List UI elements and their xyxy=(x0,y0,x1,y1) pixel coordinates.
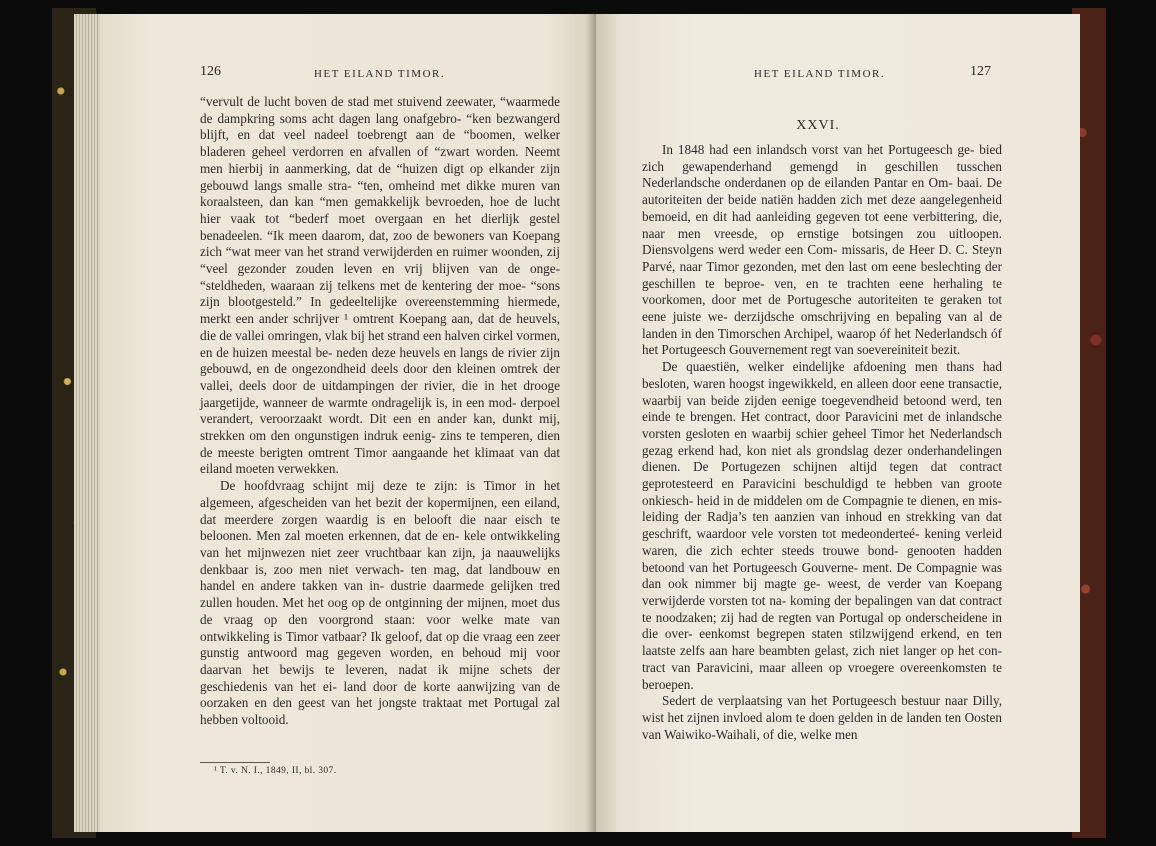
running-head xyxy=(74,68,596,88)
paragraph: Sedert de verplaatsing van het Portugeesch bestuur naar Dilly, wist het zijnen invloed alom te doen gelden in de landen ten Oosten van Waiwiko-Waihali, of die, welke men xyxy=(642,693,1002,742)
page-number: 126 xyxy=(200,64,221,79)
running-head xyxy=(596,68,1080,88)
running-head-title: HET EILAND TIMOR. xyxy=(314,68,446,80)
left-page xyxy=(74,14,596,832)
running-head-title: HET EILAND TIMOR. xyxy=(754,68,886,80)
paragraph: In 1848 had een inlandsch vorst van het Portugeesch ge- bied zich gewapenderhand gemengd in geschillen tusschen Nederlandsche onderdanen op de eilanden Pantar en Om- baai. De autoriteiten der beide natiën hadden zich met deze aangelegenheid bemoeid, en dit had aanleiding gegeven tot eene verbittering, die, naar men vreesde, op ernstige botsingen zou uitloopen. Diensvolgens werd weder een Com- missaris, de Heer D. C. Steyn Parvé, naar Timor gezonden, met den last om eene beslechting der geschillen te beproe- ven, en te trachten eene herhaling te voorkomen, door met de Portugesche autoriteiten te geraken tot eene juiste we- derzijdsche omschrijving en bepaling van al de landen in den Timorschen Archipel, waarop óf het Nederlandsch óf het Portugeesch Gouvernement regt van soevereiniteit bezit. xyxy=(642,142,1002,358)
chapter-heading: XXVI. xyxy=(796,118,840,133)
footnote-rule xyxy=(200,762,270,763)
footnote: ¹ T. v. N. I., 1849, II, bl. 307. xyxy=(214,766,337,776)
page-number: 127 xyxy=(970,64,991,79)
body-text xyxy=(200,94,560,729)
body-text xyxy=(642,142,1002,743)
paragraph: De quaestiën, welker eindelijke afdoening men thans had besloten, waren hoogst ingewikkeld, en alleen door eene transactie, waarbij van beide zijden eenige toegevendheid betoond werd, ten einde te brengen. Het contract, door Paravicini met de inlandsche vorsten gesloten en waarbij schier geheel Timor het Nederlandsch gezag erkend had, kon niet als grondslag dezer onderhandelingen dienen. De Portugezen schijnen altijd tegen dat contract geprotesteerd en Paravicini beschuldigd te hebben van groote onkiesch- heid in de middelen om de Compagnie te dienen, en mis- leiding der Radja’s ten aanzien van inhoud en strekking van dat geschrift, waardoor vele vorsten tot medeonderteé- kening verleid waren, die zich echter steeds trouwe bond- genooten hadden betoond van het Portugeesch Gouverne- ment. De Compagnie was dan ook nimmer bij magte ge- weest, de verder van Koepang verwijderde vorsten tot na- koming der bepalingen van dat contract te noodzaken; zij had de regten van Portugal op onderscheidene in die over- eenkomst begrepen staten stilzwijgend erkend, en ten laatste zelfs aan hare beambten gelast, zich niet langer op het con- tract van Paravicini, maar alleen op vroegere overeenkomsten te beroepen. xyxy=(642,359,1002,692)
paragraph: De hoofdvraag schijnt mij deze te zijn: is Timor in het algemeen, afgescheiden van het bezit der kopermijnen, een eiland, dat meerdere zorgen waardig is en belooft die naar eisch te beloonen. Men zal moeten erkennen, dat de en- kele ontwikkeling van het mijnwezen niet zeer vruchtbaar kan zijn, ja naauwelijks denkbaar is, zoo men niet verwach- ten mag, dat landbouw en handel en andere takken van in- dustrie daarmede gelijken tred zullen houden. Met het oog op de ontginning der mijnen, moet dus de vraag op den voorgrond staan: voor welke mate van ontwikkeling is Timor vatbaar? Ik geloof, dat op die vraag een zeer gunstig antwoord mag gegeven worden, en behoud mij voor daarvan het bewijs te leveren, nadat ik mijne schets der geschiedenis van het ei- land door de korte aanwijzing van de oorzaken en den geest van het jongste traktaat met Portugal zal hebben voltooid. xyxy=(200,478,560,728)
paragraph: “vervult de lucht boven de stad met stuivend zeewater, “waarmede de dampkring soms acht dagen lang onafgebro- “ken bezwangerd blijft, en dat veel nadeel toebrengt aan de “boomen, welker bladeren geheel verdorren en afvallen of “zwart worden. Neemt men hierbij in aanmerking, dat de “huizen digt op elkander zijn gebouwd langs smalle stra- “ten, omheind met dikke muren van koraalsteen, dan kan “men gemakkelijk bevroeden, hoe de lucht hier vaak tot “bederf moet overgaan en het dierlijk gestel benadeelen. “Ik meen daarom, dat, zoo de bewoners van Koepang zich “wat meer van het strand verwijderden en ruimer woonden, zij “veel gezonder zouden leven en vrij blijven van de onge- “steldheden, waaraan zij telkens met de kentering der moe- “sons zijn blootgesteld.” In gedeeltelijke overeenstemming hiermede, merkt een ander schrijver ¹ omtrent Koepang aan, dat de heuvels, die de vallei omringen, vlak bij het strand een halven cirkel vormen, en de huizen meestal be- neden deze heuvels en langs de rivier zijn gebouwd, en de ongezondheid deels door den kleinen omtrek der vallei, deels door de uitdampingen der rivier, die in het drooge jaargetijde, wanneer de warmte ondragelijk is, in een mod- derpoel verandert, veroorzaakt wordt. Dit een en ander kan, dunkt mij, strekken om den ongunstigen indruk eenig- zins te temperen, dien de meeste berigten omtrent Timor aangaande het klimaat van dat eiland moeten verwekken. xyxy=(200,94,560,477)
page-edges xyxy=(74,14,100,832)
right-page xyxy=(596,14,1080,832)
